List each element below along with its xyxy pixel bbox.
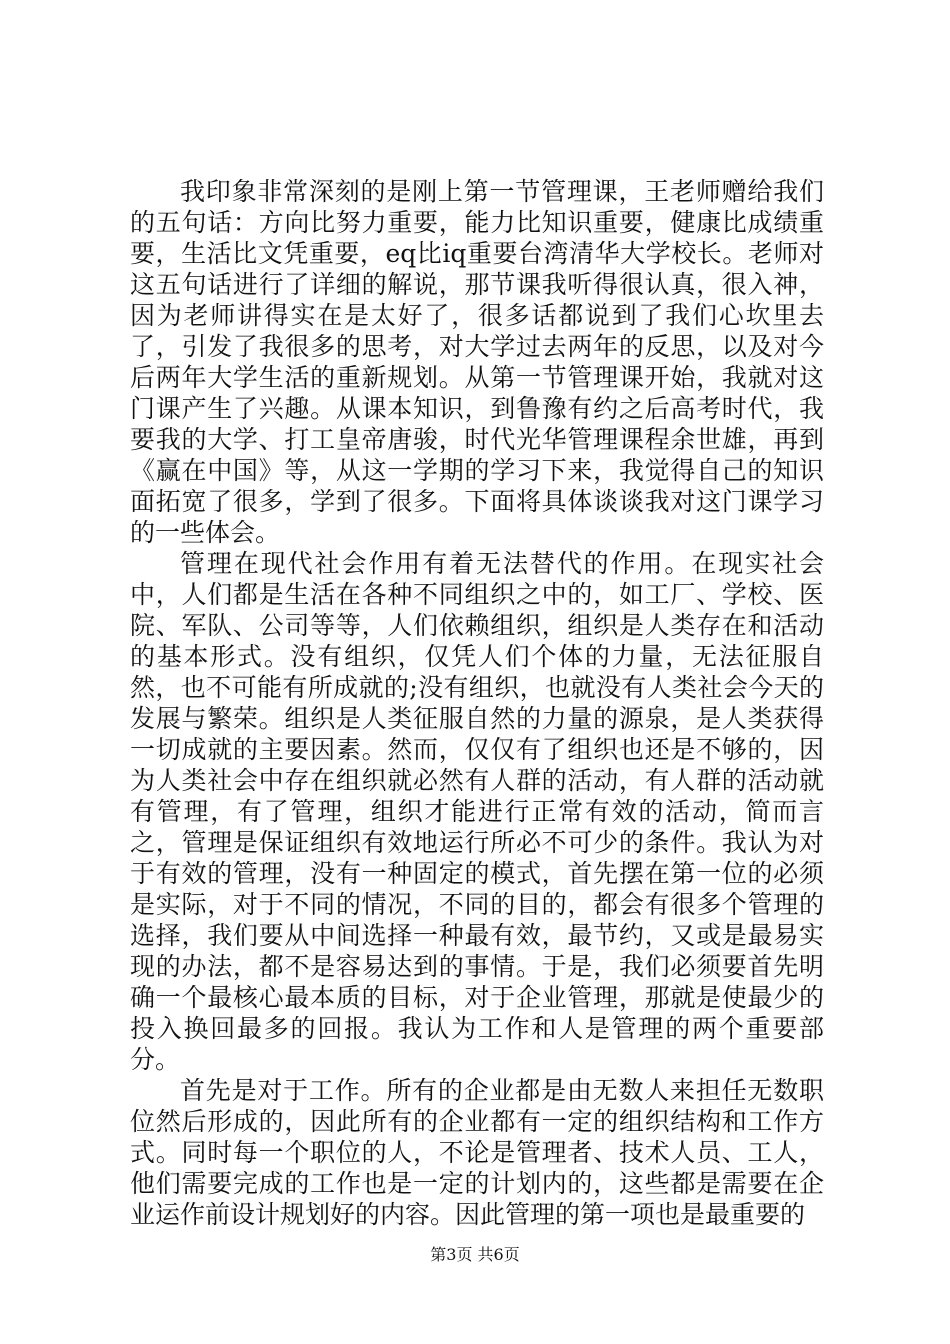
paragraph-1: 我印象非常深刻的是刚上第一节管理课，王老师赠给我们的五句话：方向比努力重要，能力比知识重要，健康比成绩重要，生活比文凭重要，eq比iq重要台湾清华大学校长。老师对这五句话进行了详细的解说，那节课我听得很认真，很入神，因为老师讲得实在是太好了，很多话都说到了我们心坎里去了，引发了我很多的思考，对大学过去两年的反思，以及对今后两年大学生活的重新规划。从第一节管理课开始，我就对这门课产生了兴趣。从课本知识，到鲁豫有约之后高考时代，我要我的大学、打工皇帝唐骏，时代光华管理课程余世雄，再到《赢在中国》等，从这一学期的学习下来，我觉得自己的知识面拓宽了很多，学到了很多。下面将具体谈谈我对这门课学习的一些体会。: [130, 177, 824, 547]
body-text: [130, 176, 824, 1230]
paragraph-3: 首先是对于工作。所有的企业都是由无数人来担任无数职位然后形成的，因此所有的企业都有一定的组织结构和工作方式。同时每一个职位的人，不论是管理者、技术人员、工人，他们需要完成的工作也是一定的计划内的，这些都是需要在企业运作前设计规划好的内容。因此管理的第一项也是最重要的: [130, 1076, 824, 1229]
paragraph-2: 管理在现代社会作用有着无法替代的作用。在现实社会中，人们都是生活在各种不同组织之中的，如工厂、学校、医院、军队、公司等等，人们依赖组织，组织是人类存在和活动的基本形式。没有组织，仅凭人们个体的力量，无法征服自然，也不可能有所成就的;没有组织，也就没有人类社会今天的发展与繁荣。组织是人类征服自然的力量的源泉，是人类获得一切成就的主要因素。然而，仅仅有了组织也还是不够的，因为人类社会中存在组织就必然有人群的活动，有人群的活动就有管理，有了管理，组织才能进行正常有效的活动，简而言之，管理是保证组织有效地运行所必不可少的条件。我认为对于有效的管理，没有一种固定的模式，首先摆在第一位的必须是实际，对于不同的情况，不同的目的，都会有很多个管理的选择，我们要从中间选择一种最有效，最节约，又或是最易实现的办法，都不是容易达到的事情。于是，我们必须要首先明确一个最核心最本质的目标，对于企业管理，那就是使最少的投入换回最多的回报。我认为工作和人是管理的两个重要部分。: [130, 549, 824, 1074]
page-number-footer: 第3页 共6页: [430, 1245, 520, 1264]
